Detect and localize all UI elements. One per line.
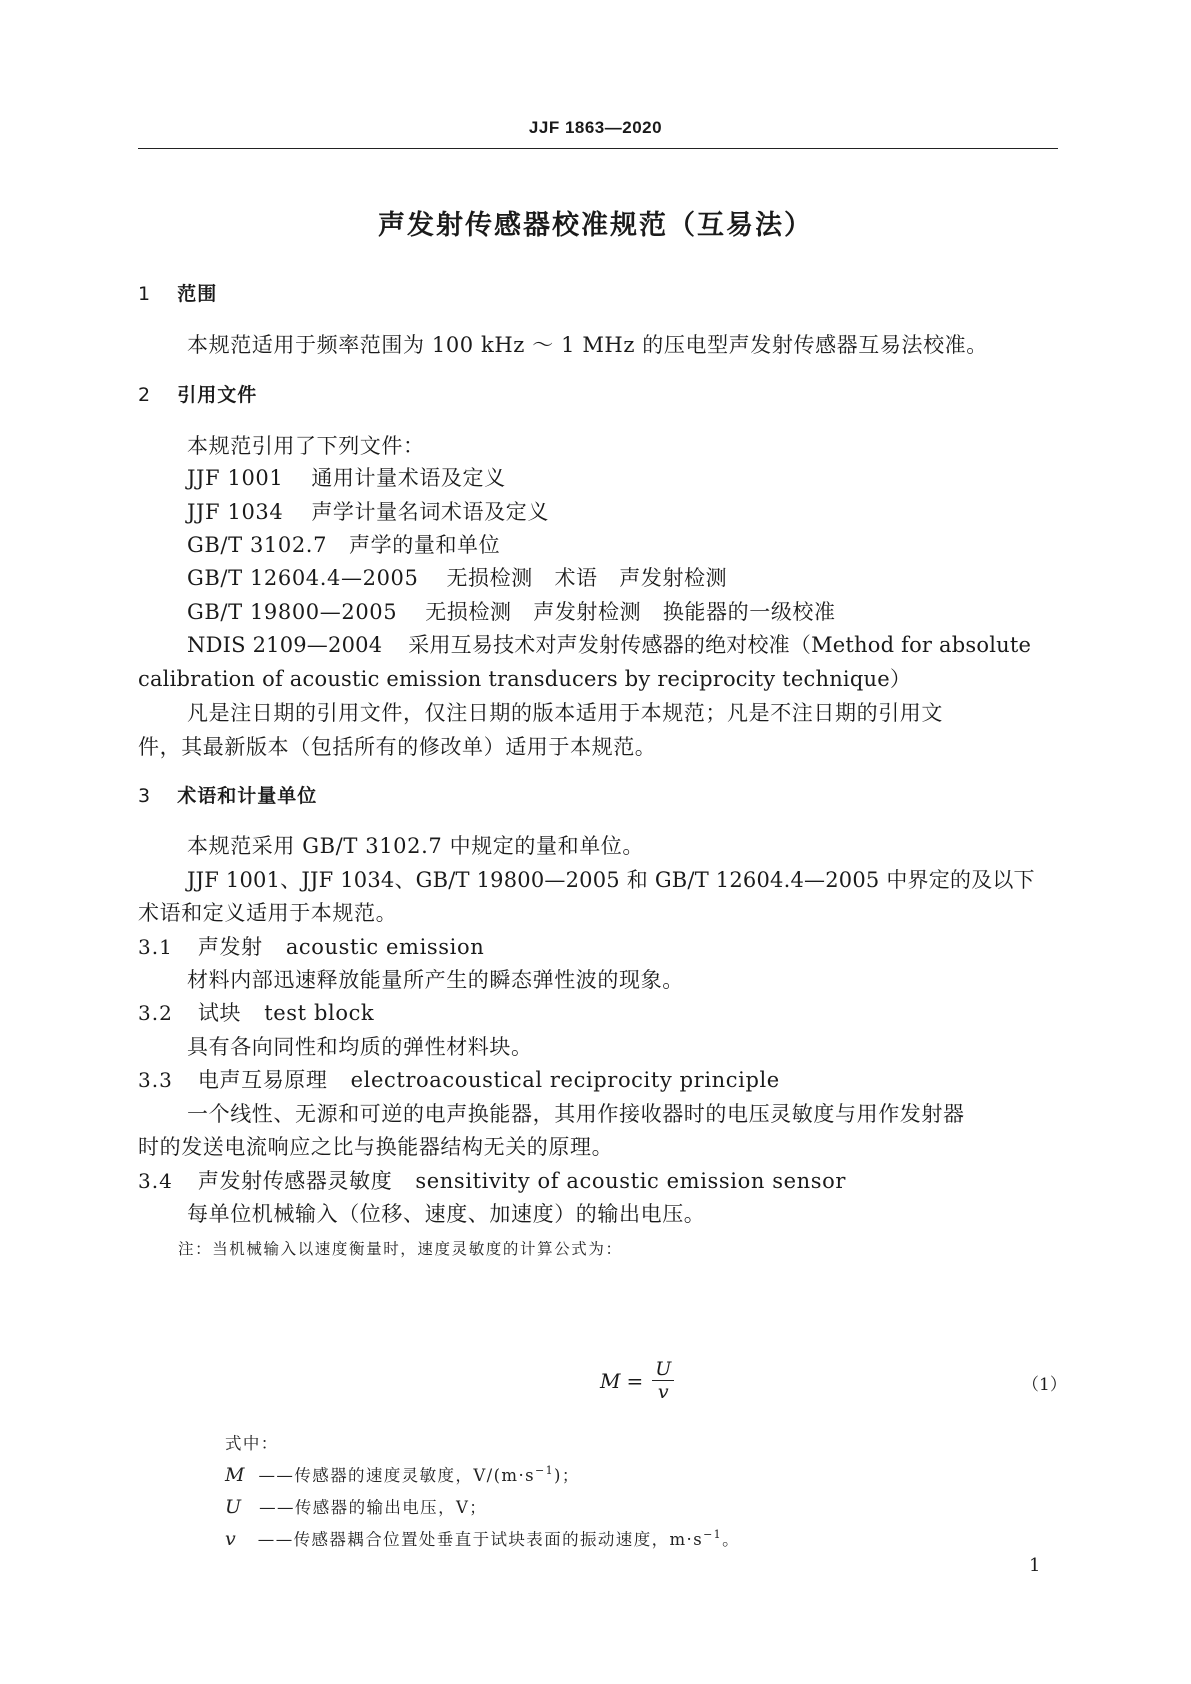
formula-denominator: v xyxy=(657,1381,669,1403)
section-3-heading xyxy=(138,781,317,808)
reference-title: 声学计量名词术语及定义 xyxy=(311,500,549,524)
section-2-intro: 本规范引用了下列文件： xyxy=(187,434,425,458)
formula-lhs: M xyxy=(600,1368,621,1393)
term-english: test block xyxy=(264,1001,375,1025)
term-definition: 材料内部迅速释放能量所产生的瞬态弹性波的现象。 xyxy=(187,968,684,992)
section-number: 1 xyxy=(138,283,151,305)
reference-item xyxy=(187,629,1031,659)
section-3-paragraph-2-line-1: JJF 1001、JJF 1034、GB/T 19800—2005 和 GB/T 12604.4—2005 中界定的及以下 xyxy=(187,868,1035,892)
section-title: 范围 xyxy=(177,283,218,305)
reference-title: 声学的量和单位 xyxy=(349,533,501,557)
section-number: 2 xyxy=(138,384,151,406)
term-chinese: 声发射 xyxy=(197,935,263,959)
term-definition-continuation: 时的发送电流响应之比与换能器结构无关的原理。 xyxy=(138,1135,614,1159)
term-number: 3.2 xyxy=(138,1001,173,1025)
section-number: 3 xyxy=(138,785,151,807)
reference-title-continuation: calibration of acoustic emission transducers by reciprocity technique） xyxy=(138,667,912,691)
term-chinese: 电声互易原理 xyxy=(197,1068,328,1092)
reference-item xyxy=(187,596,836,626)
term-definition: 每单位机械输入（位移、速度、加速度）的输出电压。 xyxy=(187,1202,706,1226)
where-symbol: M xyxy=(225,1464,246,1486)
section-1-body: 本规范适用于频率范围为 100 kHz ～ 1 MHz 的压电型声发射传感器互易法校准。 xyxy=(187,333,988,357)
term-number: 3.3 xyxy=(138,1068,173,1092)
term-number: 3.1 xyxy=(138,935,173,959)
reference-code: GB/T 19800—2005 xyxy=(187,600,398,624)
document-title: 声发射传感器校准规范（互易法） xyxy=(378,210,813,241)
term-english: electroacoustical reciprocity principle xyxy=(350,1068,780,1092)
reference-item xyxy=(187,496,549,526)
reference-title: 采用互易技术对声发射传感器的绝对校准（Method for absolute xyxy=(408,633,1032,657)
section-3-paragraph-1: 本规范采用 GB/T 3102.7 中规定的量和单位。 xyxy=(187,834,644,858)
section-2-note-line-1: 凡是注日期的引用文件，仅注日期的版本适用于本规范；凡是不注日期的引用文 xyxy=(187,701,943,725)
where-tail: 。 xyxy=(722,1530,740,1549)
where-exponent: −1 xyxy=(535,1464,555,1477)
header-rule xyxy=(138,148,1058,149)
reference-item xyxy=(187,462,506,492)
where-item xyxy=(225,1462,580,1486)
where-exponent: −1 xyxy=(703,1528,723,1541)
reference-item xyxy=(187,529,500,559)
where-label: 式中： xyxy=(225,1434,279,1453)
reference-title: 无损检测 术语 声发射检测 xyxy=(446,566,728,590)
note: 注：当机械输入以速度衡量时，速度灵敏度的计算公式为： xyxy=(178,1240,623,1258)
formula xyxy=(600,1358,675,1403)
where-symbol: U xyxy=(225,1496,243,1518)
where-item xyxy=(225,1526,740,1550)
where-description: ——传感器耦合位置处垂直于试块表面的振动速度，m·s xyxy=(257,1530,704,1549)
term-english: sensitivity of acoustic emission sensor xyxy=(415,1169,847,1193)
where-description: ——传感器的速度灵敏度，V/(m·s xyxy=(258,1466,535,1485)
section-3-paragraph-2-line-2: 术语和定义适用于本规范。 xyxy=(138,901,398,925)
where-tail: )； xyxy=(554,1466,580,1485)
term-definition: 一个线性、无源和可逆的电声换能器，其用作接收器时的电压灵敏度与用作发射器 xyxy=(187,1102,965,1126)
reference-code: JJF 1001 xyxy=(187,466,284,490)
where-item xyxy=(225,1494,487,1518)
section-1-heading xyxy=(138,279,217,306)
document-code: JJF 1863—2020 xyxy=(528,118,663,137)
where-description: ——传感器的输出电压，V； xyxy=(259,1498,488,1517)
term-chinese: 试块 xyxy=(197,1001,242,1025)
term-3-1 xyxy=(138,931,484,961)
page-number: 1 xyxy=(1029,1555,1041,1576)
formula-fraction xyxy=(651,1358,675,1403)
term-3-2 xyxy=(138,997,374,1027)
reference-code: GB/T 3102.7 xyxy=(187,533,328,557)
reference-code: NDIS 2109—2004 xyxy=(187,633,383,657)
reference-code: GB/T 12604.4—2005 xyxy=(187,566,419,590)
reference-item xyxy=(187,562,727,592)
term-3-4 xyxy=(138,1165,846,1195)
term-number: 3.4 xyxy=(138,1169,173,1193)
term-definition: 具有各向同性和均质的弹性材料块。 xyxy=(187,1035,533,1059)
reference-title: 无损检测 声发射检测 换能器的一级校准 xyxy=(425,600,836,624)
term-chinese: 声发射传感器灵敏度 xyxy=(197,1169,393,1193)
reference-title: 通用计量术语及定义 xyxy=(311,466,506,490)
term-3-3 xyxy=(138,1064,780,1094)
section-2-note-line-2: 件，其最新版本（包括所有的修改单）适用于本规范。 xyxy=(138,735,657,759)
formula-equals: = xyxy=(626,1368,644,1393)
equation-number: （1） xyxy=(1022,1375,1067,1395)
reference-code: JJF 1034 xyxy=(187,500,284,524)
formula-numerator: U xyxy=(655,1358,672,1380)
section-title: 术语和计量单位 xyxy=(177,785,318,807)
section-title: 引用文件 xyxy=(177,384,258,406)
section-2-heading xyxy=(138,380,257,407)
term-english: acoustic emission xyxy=(285,935,485,959)
where-symbol: v xyxy=(225,1528,238,1550)
